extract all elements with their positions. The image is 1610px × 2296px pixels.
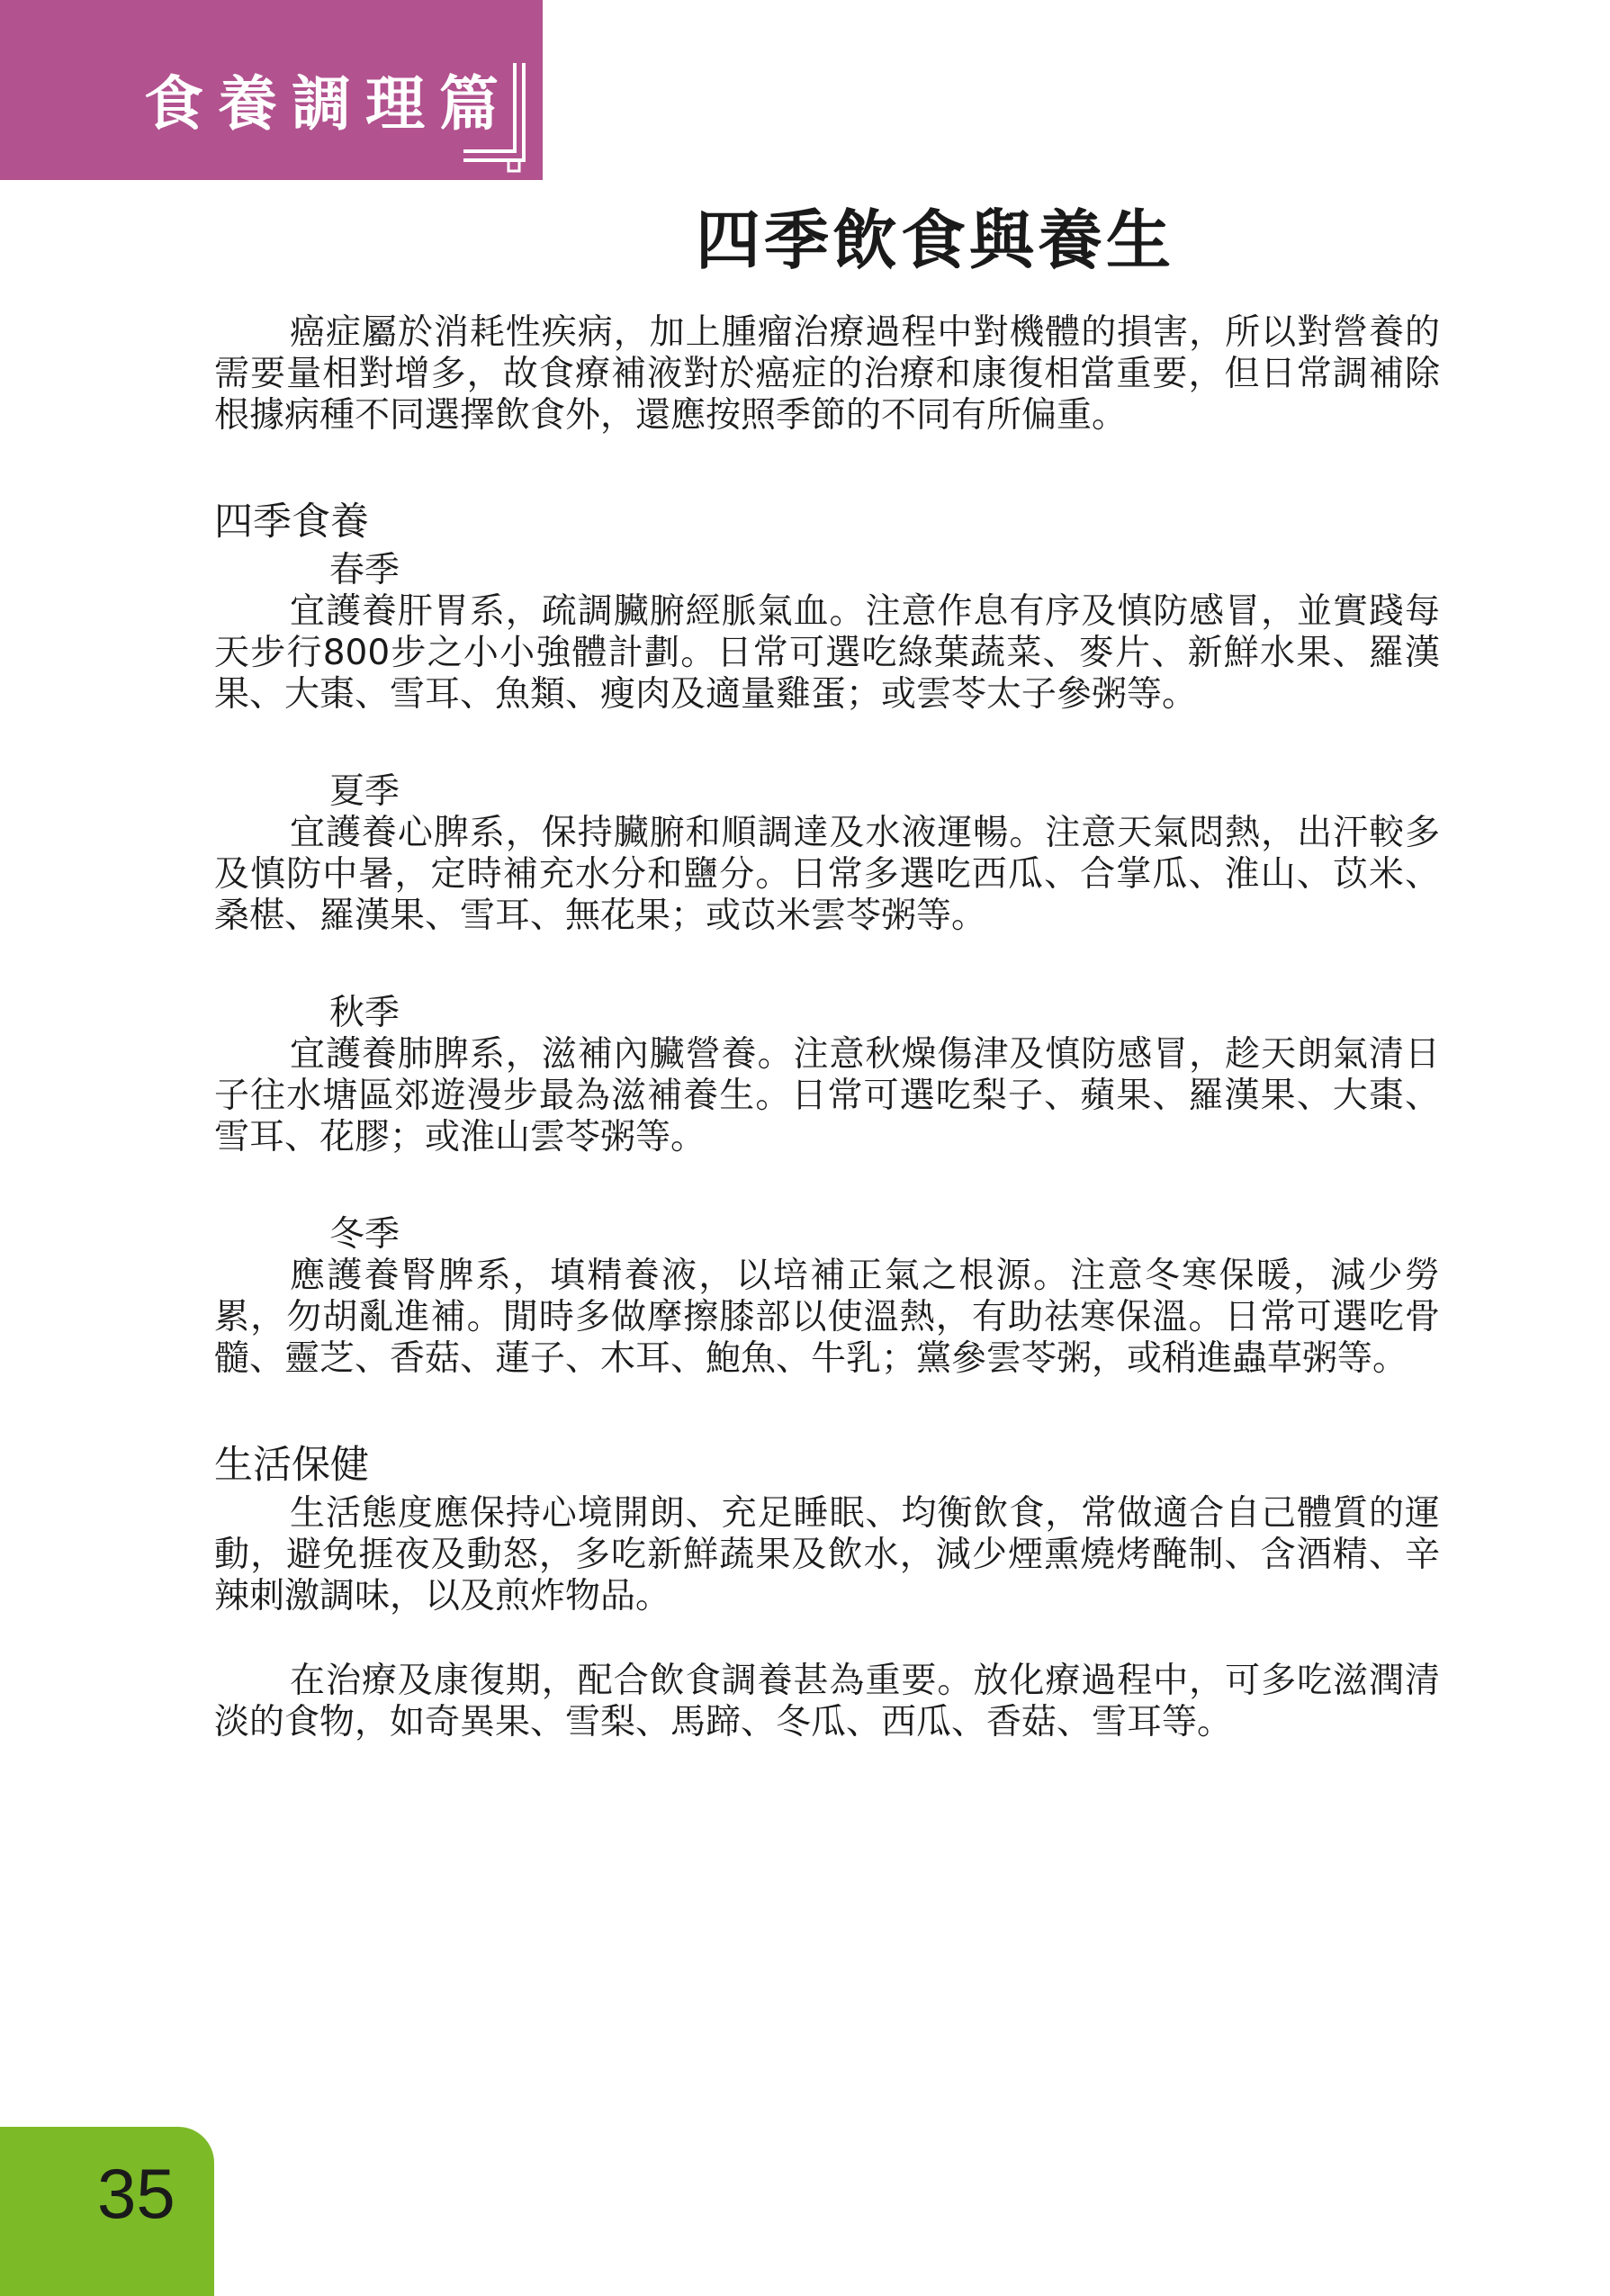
winter-title: 冬季 — [329, 1214, 400, 1256]
page-title: 四季飲食與養生 — [695, 203, 1174, 278]
spring-text: 宜護養肝胃系，疏調臟腑經脈氣血。注意作息有序及慎防感冒，並實踐每天步行800步之小小強體計劃。日常可選吃綠葉蔬菜、麥片、新鮮水果、羅漢果、大棗、雪耳、魚類、瘦肉及適量雞蛋；或雲苓太子參粥等。 — [214, 591, 1440, 716]
summer-title: 夏季 — [329, 771, 400, 813]
winter-text: 應護養腎脾系，填精養液，以培補正氣之根源。注意冬寒保暖，減少勞累，勿胡亂進補。閒時多做摩擦膝部以使溫熱，有助祛寒保溫。日常可選吃骨髓、靈芝、香菇、蓮子、木耳、鮑魚、牛乳；黨參雲苓粥，或稍進蟲草粥等。 — [214, 1256, 1440, 1380]
health-paragraph-1: 生活態度應保持心境開朗、充足睡眠、均衡飲食，常做適合自己體質的運動，避免捱夜及動怒，多吃新鮮蔬果及飲水，減少煙熏燒烤醃制、含酒精、辛辣刺激調味，以及煎炸物品。 — [214, 1493, 1440, 1617]
intro-paragraph: 癌症屬於消耗性疾病，加上腫瘤治療過程中對機體的損害，所以對營養的需要量相對增多，故食療補液對於癌症的治療和康復相當重要，但日常調補除根據病種不同選擇飲食外，還應按照季節的不同有所偏重。 — [214, 312, 1440, 437]
health-paragraph-2: 在治療及康復期，配合飲食調養甚為重要。放化療過程中，可多吃滋潤清淡的食物，如奇異果、雪梨、馬蹄、冬瓜、西瓜、香菇、雪耳等。 — [214, 1661, 1440, 1743]
page-number: 35 — [97, 2154, 175, 2233]
main-content — [214, 205, 1440, 1743]
four-seasons-heading: 四季食養 — [214, 500, 369, 545]
section-tab — [0, 0, 543, 180]
summer-text: 宜護養心脾系，保持臟腑和順調達及水液運暢。注意天氣悶熱，出汗較多及慎防中暑，定時補充水分和鹽分。日常多選吃西瓜、合掌瓜、淮山、苡米、桑椹、羅漢果、雪耳、無花果；或苡米雲苓粥等。 — [214, 813, 1440, 937]
spring-title: 春季 — [329, 550, 400, 591]
autumn-text: 宜護養肺脾系，滋補內臟營養。注意秋燥傷津及慎防感冒，趁天朗氣清日子往水塘區郊遊漫步最為滋補養生。日常可選吃梨子、蘋果、羅漢果、大棗、雪耳、花膠；或淮山雲苓粥等。 — [214, 1034, 1440, 1158]
health-heading: 生活保健 — [214, 1443, 369, 1489]
section-title: 食養調理篇 — [144, 68, 513, 139]
autumn-title: 秋季 — [329, 993, 400, 1034]
